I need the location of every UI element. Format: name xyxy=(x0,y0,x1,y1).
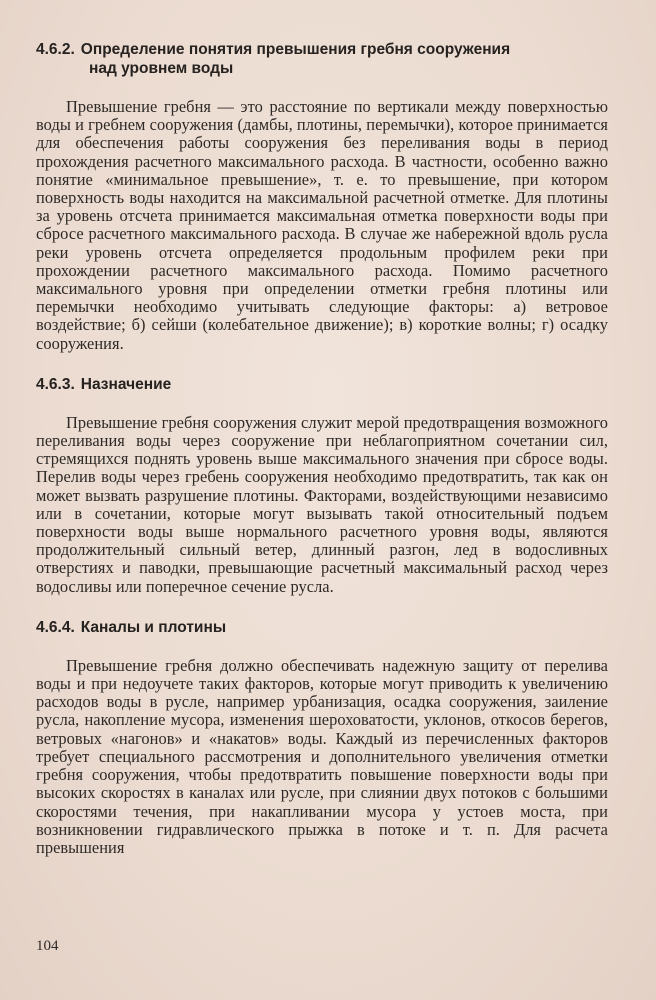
section-number: 4.6.2. xyxy=(36,41,75,58)
section-title-line2: над уровнем воды xyxy=(89,60,234,77)
section-title-line1: Назначение xyxy=(80,375,172,393)
section-title-line1: Определение понятия превышения гребня сооружения xyxy=(80,41,511,58)
section-paragraph: Превышение гребня должно обеспечивать надежную защиту от перелива воды и при недоучете таких факторов, которые могут приводить к увеличению расходов воды в русле, например урбанизация, осадка сооружения, заиление русла, накопление мусора, изменения шероховатости, уклонов, откосов берегов, ветровых «нагонов» и «накатов» воды. Каждый из перечисленных факторов требует специального рассмотрения и дополнительного увеличения отметки гребня сооружения, чтобы предотвратить повышение поверхности воды при высоких скоростях в каналах или русле, при слиянии двух потоков с большими скоростями течения, при накапливании мусора у устоев моста, при возникновении гидравлического прыжка в потоке и т. п. Для расчета превышения xyxy=(36,655,608,857)
section-paragraph: Превышение гребня — это расстояние по вертикали между поверхностью воды и гребнем сооружения (дамбы, плотины, перемычки), которое принимается для обеспечения работы сооружения без переливания воды в период прохождения расчетного максимального расхода. В частности, особенно важно понятие «минимальное превышение», т. е. то превышение, при котором поверхность воды находится на максимальной расчетной отметке. Для плотины за уровень отсчета принимается максимальная отметка поверхности воды при сбросе расчетного максимального расхода. В случае же набережной вдоль русла реки уровень отсчета определяется продольным профилем реки при прохождении расчетного максимального расхода. Помимо расчетного максимального уровня при определении отметки гребня плотины или перемычки необходимо учитывать следующие факторы: а) ветровое воздействие; б) сейши (колебательное движение); в) короткие волны; г) осадку сооружения. xyxy=(36,97,608,353)
section-4-6-4 xyxy=(36,618,608,857)
section-heading xyxy=(36,618,608,637)
section-heading xyxy=(36,40,608,78)
section-number: 4.6.4. xyxy=(36,618,75,636)
section-4-6-2 xyxy=(36,40,608,353)
section-paragraph: Превышение гребня сооружения служит мерой предотвращения возможного переливания воды через сооружение при неблагоприятном сочетании сил, стремящихся поднять уровень выше максимального значения при сбросе воды. Перелив воды через гребень сооружения необходимо предотвратить, так как он может вызвать разрушение плотины. Факторами, воздействующими независимо или в сочетании, которые могут вызывать такой относительный подъем поверхности воды выше нормального расчетного уровня воды, являются продолжительный сильный ветер, длинный разгон, лед в водосливных отверстиях и паводки, превышающие расчетный максимальный расход через водосливы или поперечное сечение русла. xyxy=(36,412,608,596)
section-4-6-3 xyxy=(36,375,608,596)
section-title-line1: Каналы и плотины xyxy=(80,618,227,636)
page-number: 104 xyxy=(36,938,59,954)
section-heading xyxy=(36,375,608,394)
section-number: 4.6.3. xyxy=(36,375,75,393)
